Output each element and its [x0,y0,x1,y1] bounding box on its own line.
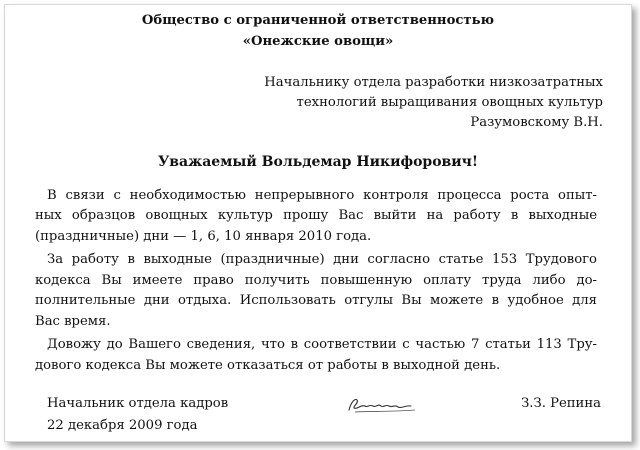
letter-document [4,4,632,442]
body-p1-line1: В связи с необходимостью непрерывного контроля процесса роста опыт- [47,188,597,203]
signature-scribble-icon [345,394,425,416]
body-p1-line2: ных образцов овощных культур прошу Вас выйти на работу в выходные [35,208,597,223]
handwritten-signature [345,394,425,416]
org-name-line2: «Онежские овощи» [242,34,394,49]
body-p2-line3: полнительные дни отдыха. Использовать отгулы Вы можете в удобное для [35,293,597,308]
addressee-line2: технологий выращивания овощных культур [296,95,603,110]
body-p2-line4: Вас время. [35,314,111,329]
body-p1-line3: (праздничные) дни — 1, 6, 10 января 2010 года. [35,229,372,244]
letter-date: 22 декабря 2009 года [47,418,198,433]
body-p3-line2: дового кодекса Вы можете отказаться от работы в выходной день. [35,358,501,373]
addressee-line1: Начальнику отдела разработки низкозатратных [264,75,603,90]
body-p2-line1: За работу в выходные (праздничные) дни согласно статье 153 Трудового [47,252,597,267]
salutation: Уважаемый Вольдемар Никифорович! [157,154,479,170]
body-p3-line1: Довожу до Вашего сведения, что в соответствии с частью 7 статьи 113 Тру- [47,337,597,352]
body-p2-line2: кодекса Вы имеете право получить повышенную оплату труда либо до- [35,273,597,288]
addressee-line3: Разумовскому В.Н. [470,115,603,130]
org-name-line1: Общество с ограниченной ответственностью [141,13,495,28]
signer-name: З.З. Репина [521,396,601,411]
signer-position: Начальник отдела кадров [47,396,229,411]
